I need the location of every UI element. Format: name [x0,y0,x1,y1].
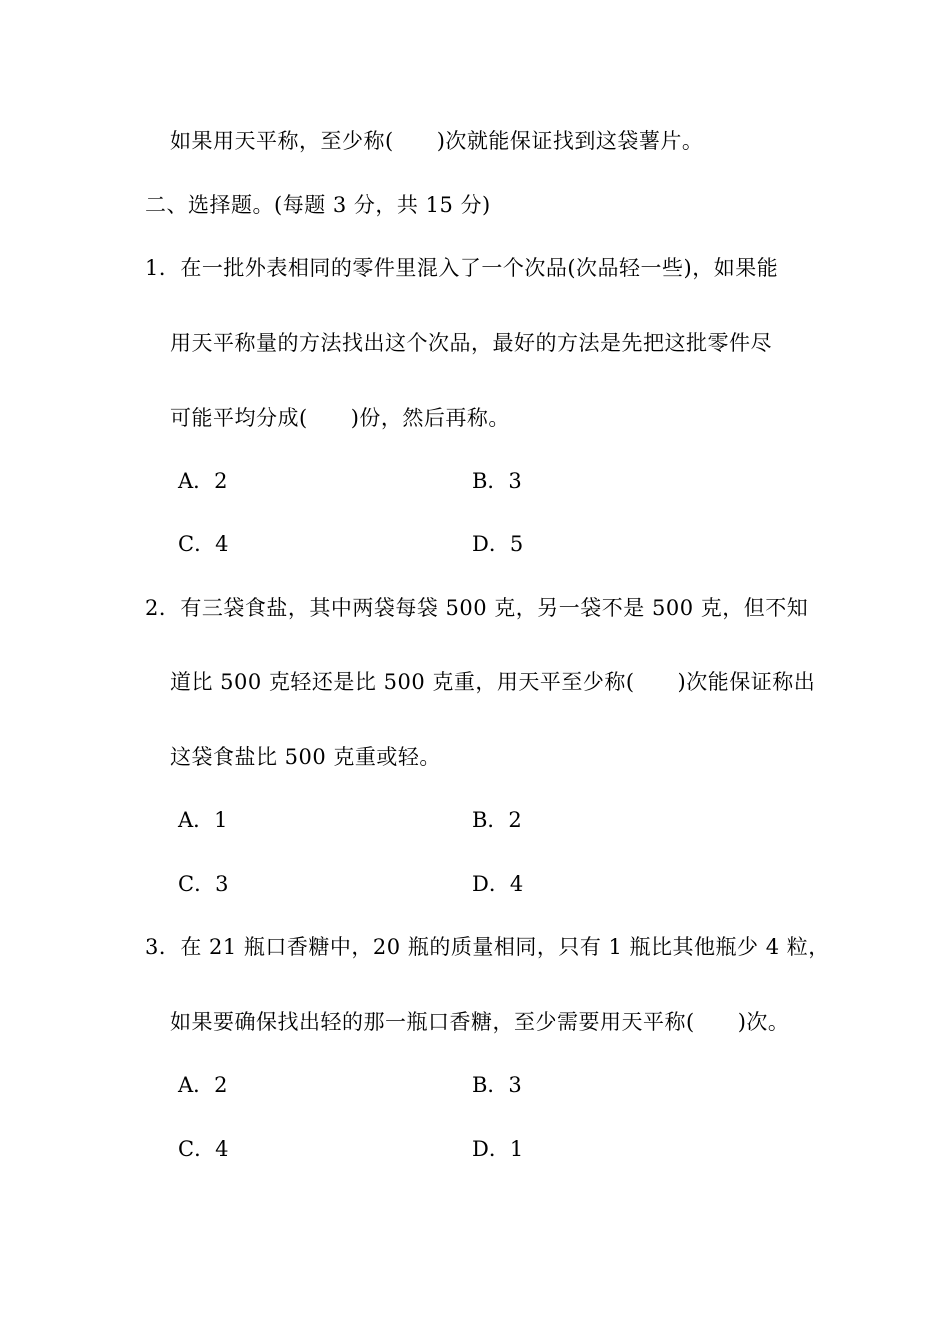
question-3-line-2: 如果要确保找出轻的那一瓶口香糖，至少需要用天平称( )次。 [170,1010,790,1034]
question-1-line-2: 用天平称量的方法找出这个次品，最好的方法是先把这批零件尽 [170,331,772,355]
question-3-line-1: 3．在 21 瓶口香糖中，20 瓶的质量相同，只有 1 瓶比其他瓶少 4 粒， [145,935,830,959]
question-2-option-c: C．3 [178,872,229,896]
question-2-option-a: A．1 [178,808,228,832]
question-2-option-b: B．2 [472,808,522,832]
carryover-line: 如果用天平称，至少称( )次就能保证找到这袋薯片。 [170,129,704,153]
question-1-line-1: 1．在一批外表相同的零件里混入了一个次品(次品轻一些)，如果能 [145,256,779,280]
section-heading: 二、选择题。(每题 3 分，共 15 分) [145,193,491,217]
question-1-option-c: C．4 [178,532,229,556]
question-2-line-1: 2．有三袋食盐，其中两袋每袋 500 克，另一袋不是 500 克，但不知 [145,596,809,620]
question-1-option-d: D．5 [472,532,524,556]
question-2-line-2: 道比 500 克轻还是比 500 克重，用天平至少称( )次能保证称出 [170,670,816,694]
question-3-option-b: B．3 [472,1073,522,1097]
question-2-option-d: D．4 [472,872,524,896]
question-1-option-b: B．3 [472,469,522,493]
question-1-line-3: 可能平均分成( )份，然后再称。 [170,406,510,430]
question-3-option-c: C．4 [178,1137,229,1161]
question-3-option-a: A．2 [178,1073,228,1097]
question-1-option-a: A．2 [178,469,228,493]
question-3-option-d: D．1 [472,1137,524,1161]
question-2-line-3: 这袋食盐比 500 克重或轻。 [170,745,441,769]
